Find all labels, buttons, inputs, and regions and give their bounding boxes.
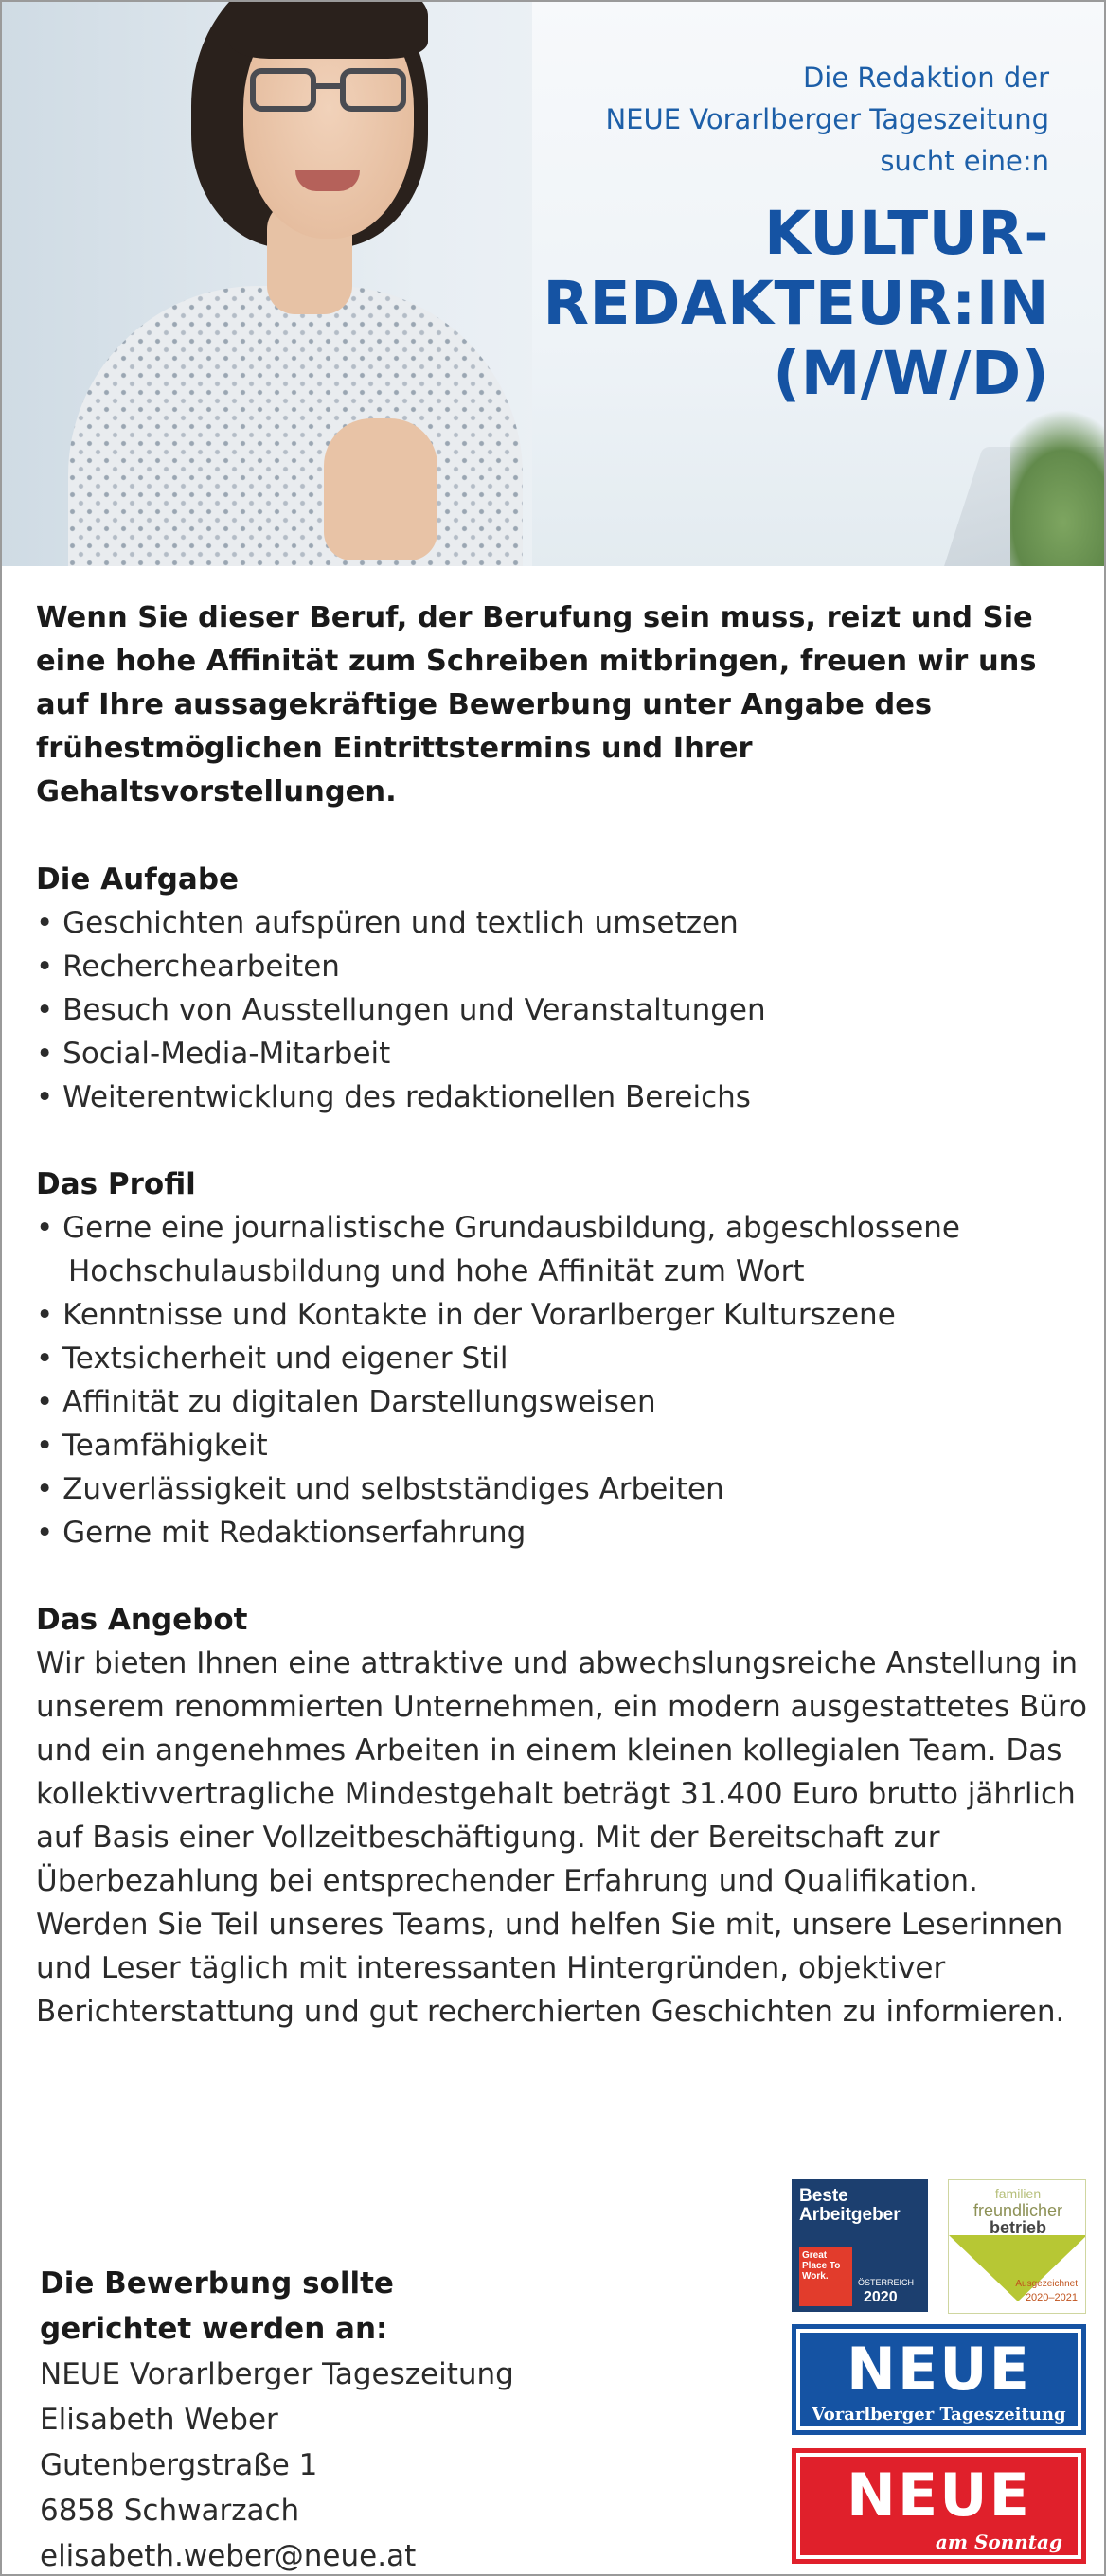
job-title — [544, 199, 1049, 409]
logo-text: am Sonntag — [935, 2531, 1062, 2553]
list-item: • Besuch von Ausstellungen und Veranstaltungen — [36, 993, 766, 1027]
job-title-line: KULTUR- — [764, 199, 1049, 268]
neue-vorarlberger-tageszeitung-logo — [792, 2324, 1086, 2435]
great-place-to-work-badge: Great Place To Work. — [799, 2247, 852, 2306]
plant-graphic — [1010, 409, 1104, 566]
logo-text: Arbeitgeber — [799, 2205, 901, 2225]
familienfreundlicher-betrieb-logo — [948, 2179, 1086, 2314]
list-item: • Textsicherheit und eigener Stil — [36, 1341, 508, 1376]
list-item: • Gerne mit Redaktionserfahrung — [36, 1516, 526, 1550]
lead-paragraph: Wenn Sie dieser Beruf, der Berufung sein muss, reizt und Sie eine hohe Affinität zum Schreiben mitbringen, freuen wir uns auf Ihre aussagekräftige Bewerbung unter Angabe des frühestmöglichen Eintrittstermins und Ihrer Gehaltsvorstellungen. — [36, 601, 1037, 808]
hero-intro-line: sucht eine:n — [880, 145, 1049, 177]
hero-photo-woman — [40, 2, 532, 566]
section-heading: Das Angebot — [36, 1603, 248, 1637]
ad-content — [36, 596, 1087, 2034]
hero-banner — [2, 2, 1104, 566]
section-heading: Die Aufgabe — [36, 862, 240, 897]
hero-intro-line: Die Redaktion der — [802, 62, 1049, 94]
section-heading: Das Profil — [36, 1167, 196, 1201]
list-item: • Social-Media-Mitarbeit — [36, 1037, 391, 1071]
section-aufgabe — [36, 858, 1087, 1119]
section-angebot — [36, 1598, 1087, 2034]
logo-text: NEUE — [847, 2335, 1031, 2404]
application-address — [40, 2261, 514, 2576]
job-title-line: (M/W/D) — [773, 339, 1049, 408]
logo-text: betrieb — [989, 2218, 1046, 2237]
logo-text: NEUE — [847, 2461, 1031, 2530]
list-item: • Weiterentwicklung des redaktionellen Bereichs — [36, 1080, 751, 1114]
list-item: • Recherchearbeiten — [36, 950, 340, 984]
contact-heading: gerichtet werden an: — [40, 2312, 388, 2346]
list-item-continuation: Hochschulausbildung und hohe Affinität zum Wort — [68, 1254, 805, 1288]
logo-text: Vorarlberger Tageszeitung — [812, 2405, 1066, 2425]
list-item-text: • Gerne eine journalistische Grundausbildung, abgeschlossene — [36, 1211, 960, 1245]
logo-text: Ausgezeichnet — [1015, 2279, 1078, 2289]
hero-text — [544, 57, 1049, 409]
contact-city: 6858 Schwarzach — [40, 2494, 300, 2528]
logo-text: freundlicher — [972, 2201, 1063, 2220]
contact-heading: Die Bewerbung sollte — [40, 2266, 394, 2301]
contact-name: Elisabeth Weber — [40, 2403, 278, 2437]
logo-text: ÖSTERREICH — [858, 2278, 915, 2287]
list-item: • Kenntnisse und Kontakte in der Vorarlberger Kulturszene — [36, 1298, 896, 1332]
list-item: • Teamfähigkeit — [36, 1429, 268, 1463]
list-item: • Geschichten aufspüren und textlich umsetzen — [36, 906, 739, 940]
hero-intro-line: NEUE Vorarlberger Tageszeitung — [605, 103, 1049, 135]
contact-street: Gutenbergstraße 1 — [40, 2448, 318, 2482]
list-item — [36, 1206, 1087, 1293]
job-title-line: REDAKTEUR:IN — [543, 269, 1049, 338]
logo-text: 2020–2021 — [1025, 2292, 1078, 2303]
section-profil — [36, 1163, 1087, 1554]
beste-arbeitgeber-logo — [792, 2179, 928, 2312]
logo-text: familien — [994, 2186, 1042, 2201]
aufgabe-list — [36, 901, 1087, 1119]
angebot-paragraph: Werden Sie Teil unseres Teams, und helfen Sie mit, unsere Leserinnen und Leser täglich mit interessanten Hintergründen, objektiver Berichterstattung und gut recherchierten Geschichten zu informieren. — [36, 1908, 1065, 2029]
logo-text: Beste — [799, 2186, 848, 2206]
contact-email[interactable]: elisabeth.weber@neue.at — [40, 2539, 417, 2573]
list-item: • Zuverlässigkeit und selbstständiges Arbeiten — [36, 1472, 724, 1506]
logo-year: 2020 — [864, 2289, 898, 2305]
profil-list — [36, 1206, 1087, 1554]
hero-intro — [544, 57, 1049, 182]
neue-am-sonntag-logo — [792, 2448, 1086, 2564]
contact-company: NEUE Vorarlberger Tageszeitung — [40, 2357, 514, 2391]
angebot-paragraph: Wir bieten Ihnen eine attraktive und abwechslungsreiche Anstellung in unserem renommierten Unternehmen, ein modern ausgestattetes Büro und ein angenehmes Arbeiten in einem kleinen kollegialen Team. Das kollektivvertragliche Mindestgehalt beträgt 31.400 Euro brutto jährlich auf Basis einer Vollzeitbeschäftigung. Mit der Bereitschaft zur Überbezahlung bei entsprechender Erfahrung und Qualifikation. — [36, 1646, 1087, 1898]
list-item: • Affinität zu digitalen Darstellungsweisen — [36, 1385, 656, 1419]
